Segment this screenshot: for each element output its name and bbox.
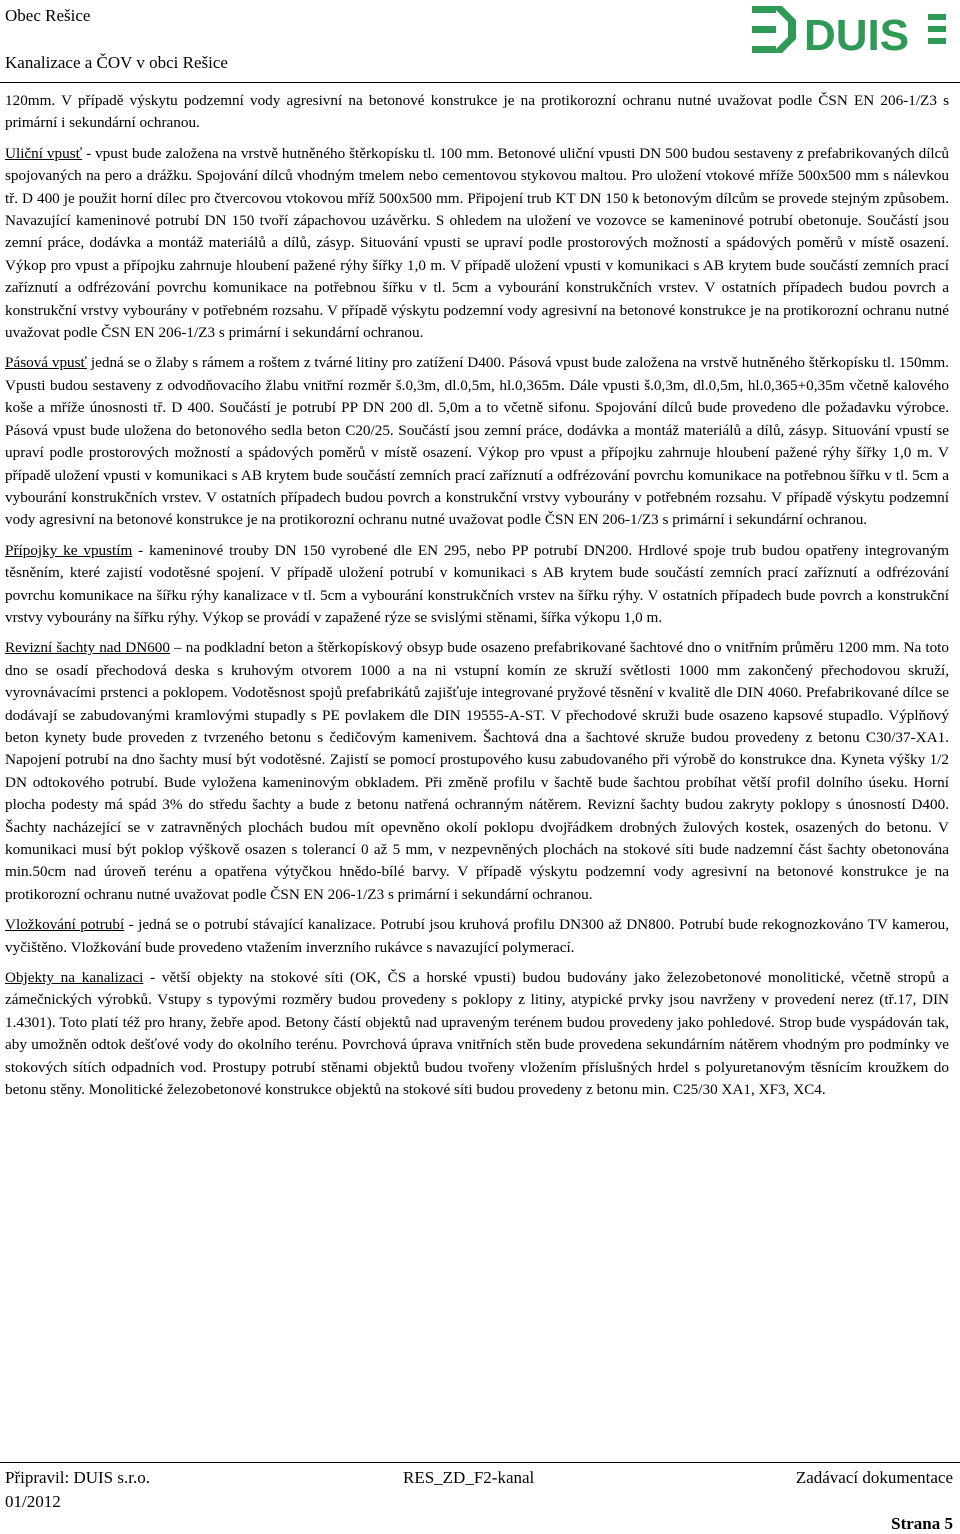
paragraph-heading: Vložkování potrubí [5,916,125,934]
paragraph-intro-continuation [5,90,949,135]
paragraph-text: - větší objekty na stokové síti (OK, ČS a horské vpusti) budou budovány jako železobetonové monolitické, včetně stropů a zámečnických výrobků. Vstupy s typovými rozměry budou provedeny s poklopy z litiny, atypické prvky jsou navrženy v provedení nerez (tř.17, DIN 1.4301). Toto platí též pro hrany, žebře apod. Betony částí objektů nad upraveným terénem budou provedeny jako pohledové. Strop bude vyspádován tak, aby umožněn odtok dešťové vody do okolního terénu. Povrchová úprava vnitřních stěn bude provedena sekundárním nátěrem vhodným pro podmínky ve stokových sítích odpadních vod. Prostupy potrubí stěnami objektů budou tvořeny vložením příslušných hrdel s polyuretanovým těsnícím kroužkem do betonu stěny. Monolitické železobetonové konstrukce objektů na stokové síti budou provedeny z betonu min. C25/30 XA1, XF3, XC4. [5,969,949,1099]
footer-divider [0,1462,960,1463]
footer-date: 01/2012 [5,1492,61,1511]
paragraph-text: - vpust bude založena na vrstvě hutněného štěrkopísku tl. 100 mm. Betonové uliční vpusti DN 500 budou sestaveny z prefabrikovaných dílců spojovaných na pero a drážku. Spojování dílců vhodným tmelem nebo cementovou stykovou maltou. Pro uložení vtokové mříže 500x500 mm s nálevkou tř. D 400 je použit horní dílec pro čtvercovou vtokovou mříž 500x500 mm. Připojení trub KT DN 150 k betonovým dílcům se provede stejným způsobem. Navazující kameninové potrubí DN 150 tvoří zápachovou uzávěrku. S ohledem na uložení ve vozovce se kameninové potrubí obetonuje. Součástí jsou zemní práce, dodávka a montáž materiálů a dílů, zásyp. Situování vpusti se upraví podle prostorových možností a spádových poměrů v místě osazení. Výkop pro vpust a přípojku zahrnuje hloubení pažené rýhy šířky 1,0 m. V případě uložení vpusti v komunikaci s AB krytem bude součástí zemních prací zaříznutí a odfrézování povrchu komunikace na potřebnou šířku v tl. 5cm a vybourání konstrukčních vrstev. V ostatních případech budou povrch a konstrukční vrstvy vybourány v potřebném rozsahu. V případě výskytu podzemní vody agresivní na betonové konstrukce je na protikorozní ochranu nutné uvažovat podle ČSN EN 206-1/Z3 s primární i sekundární ochranou. [5,144,949,342]
paragraph-pasova-vpust [5,352,949,531]
page-footer [0,1456,960,1531]
duis-logo [752,4,948,65]
duis-logo-graphic [752,4,948,60]
document-body [5,90,949,1109]
paragraph-pripojky [5,540,949,630]
footer-doc-type: Zadávací dokumentace [795,1468,953,1487]
header-divider [0,82,960,83]
page-number: Strana 5 [891,1514,953,1533]
paragraph-vlozkovani [5,914,949,959]
paragraph-heading: Objekty na kanalizaci [5,969,144,987]
paragraph-revizni-sachty [5,637,949,906]
paragraph-text: - jedná se o potrubí stávající kanalizace. Potrubí jsou kruhová profilu DN300 až DN800. Potrubí bude rekognozkováno TV kamerou, vyčištěno. Vložkování bude provedeno vtažením inverzního rukávce s navazující polymerací. [5,916,949,956]
paragraph-heading: Přípojky ke vpustím [5,541,133,559]
logo-lettering: DUIS [804,11,910,60]
footer-prepared-by: Připravil: DUIS s.r.o. [5,1468,150,1487]
paragraph-heading: Uliční vpusť [5,144,83,162]
footer-doc-code: RES_ZD_F2-kanal [403,1468,535,1487]
paragraph-heading: Pásová vpusť [5,354,88,372]
header-subtitle: Kanalizace a ČOV v obci Rešice [5,53,228,72]
paragraph-heading: Revizní šachty nad DN600 [5,639,170,657]
paragraph-text: – na podkladní beton a štěrkopískový obsyp bude osazeno prefabrikované šachtové dno o vnitřním průměru 1200 mm. Na toto dno se osadí přechodová deska s kruhovým otvorem 1000 a na ni vstupní komín ze skruží světlosti 1000 mm zakončený přechodovou skruží, vyrovnávacími prstenci a poklopem. Vodotěsnost spojů prefabrikátů zajišťuje integrované pryžové těsnění v kvalitě dle DIN 4060. Prefabrikované dílce se dodávají se zabudovanými kramlovými stupadly s PE povlakem dle DIN 19555-A-ST. V přechodové skruži bude osazeno kapsové stupadlo. Výplňový beton kynety bude proveden z tvrzeného betonu s čedičovým kamenivem. Šachtová dna a šachtové skruže budou provedeny z betonu C30/37-XA1. Napojení potrubí na dno šachty musí být vodotěsné. Zajistí se pomocí prostupového kusu zabudovaného při výrobě do konstrukce dna. Kyneta výšky 1/2 DN odtokového potrubí. Bude vyložena kameninovým obkladem. Při změně profilu v šachtě bude šachtou probíhat větší profil dolního úseku. Horní plocha podesty má spád 3% do středu šachty a bude z betonu natřená ochranným nátěrem. Revizní šachty budou zakryty poklopy s únosností D400. Šachty nacházející se v zatravněných plochách budou mít opevněno okolí poklopu dvojřádkem drobných žulových kostek, osazených do betonu. V komunikaci musí být poklop výškově osazen s tolerancí 0 až 5 mm, v nezpevněných plochách na stokové síti bude nadzemní část šachty obetonována min.50cm nad úroveň terénu a opatřena výtyčkou hnědo-bílé barvy. V případě výskytu podzemní vody agresivní na betonové konstrukce je na protikorozní ochranu nutné uvažovat podle ČSN EN 206-1/Z3 s primární i sekundární ochranou. [5,639,949,903]
paragraph-text: - kameninové trouby DN 150 vyrobené dle EN 295, nebo PP potrubí DN200. Hrdlové spoje trub budou opatřeny integrovaným těsněním, které zajistí vodotěsné spojení. V případě uložení potrubí v komunikaci s AB krytem bude součástí zemních prací zaříznutí a odfrézování povrchu komunikace na šířku rýhy kanalizace v tl. 5cm a vybourání konstrukčních vrstev na šířku rýhy. V ostatních případech bude povrch a konstrukční vrstvy vybourány na šířku rýhy. Výkop se provádí v zapažené rýze se svislými stěnami, šířka výkopu 1,0 m. [5,541,949,626]
paragraph-text: jedná se o žlaby s rámem a roštem z tvárné litiny pro zatížení D400. Pásová vpust bude založena na vrstvě hutněného štěrkopísku tl. 150mm. Vpusti budou sestaveny z odvodňovacího žlabu vnitřní rozměr š.0,3m, dl.0,5m, hl.0,365m. Dále vpusti š.0,3m, dl.0,5m, hl.0,365+0,35m včetně kalového koše a mříže únosnosti tř. D 400. Součástí je potrubí PP DN 200 dl. 5,0m a to včetně sifonu. Spojování dílců bude provedeno dle požadavku výrobce. Pásová vpust bude uložena do betonového sedla beton C20/25. Součástí jsou zemní práce, dodávka a montáž materiálů a dílů, zásyp. Situování vpustí se upraví podle prostorových možností a spádových poměrů v místě osazení. Výkop pro vpust a přípojku zahrnuje hloubení pažené rýhy šířky 1,0 m. V případě uložení vpusti v komunikaci s AB krytem bude součástí zemních prací zaříznutí a odfrézování povrchu komunikace na potřebnou šířku v tl. 5cm a vybourání konstrukčních vrstev. V ostatních případech budou povrch a konstrukční vrstvy vybourány v potřebném rozsahu. V případě výskytu podzemní vody agresivní na betonové konstrukce je na protikorozní ochranu nutné uvažovat podle ČSN EN 206-1/Z3 s primární i sekundární ochranou. [5,354,949,529]
page-header [0,0,960,88]
header-title: Obec Rešice [5,6,91,25]
paragraph-text: 120mm. V případě výskytu podzemní vody agresivní na betonové konstrukce je na protikorozní ochranu nutné uvažovat podle ČSN EN 206-1/Z3 s primární i sekundární ochranou. [5,92,949,132]
paragraph-ulicni-vpust [5,143,949,345]
paragraph-objekty [5,967,949,1101]
